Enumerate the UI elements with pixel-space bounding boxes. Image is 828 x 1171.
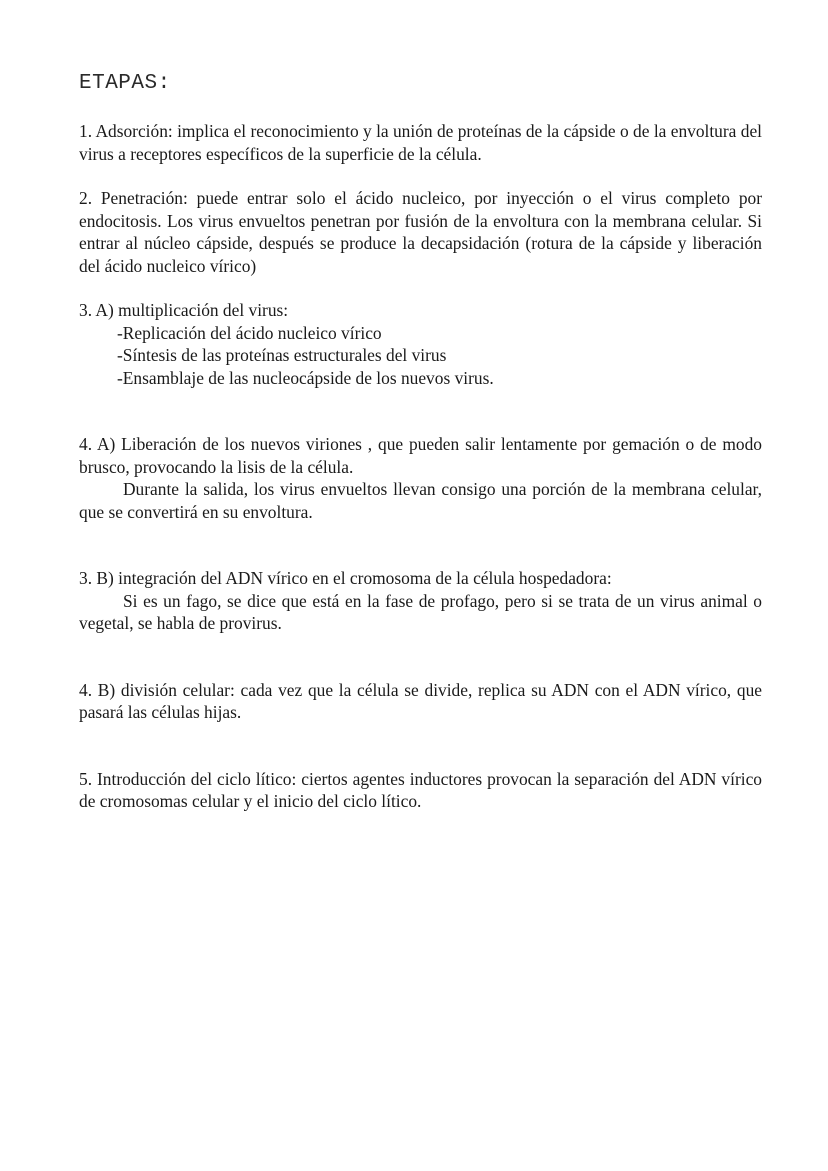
- section-integracion-detail: Si es un fago, se dice que está en la fase de profago, pero si se trata de un virus animal o vegetal, se habla de provirus.: [79, 590, 762, 633]
- section-penetracion: 2. Penetración: puede entrar solo el ácido nucleico, por inyección o el virus completo por endocitosis. Los virus envueltos penetran por fusión de la envoltura con la membrana celular. Si entrar al núcleo cápside, después se produce la decapsidación (rotura de la cápside y liberación del ácido nucleico vírico): [79, 188, 762, 276]
- section-adsorcion: 1. Adsorción: implica el reconocimiento y la unión de proteínas de la cápside o de la envoltura del virus a receptores específicos de la superficie de la célula.: [79, 121, 762, 164]
- spacer: [79, 165, 762, 187]
- section-integracion-title: 3. B) integración del ADN vírico en el cromosoma de la célula hospedadora:: [79, 568, 612, 588]
- spacer: [79, 724, 762, 768]
- section-liberacion: 4. A) Liberación de los nuevos viriones , que pueden salir lentamente por gemación o de modo brusco, provocando la lisis de la célula.: [79, 434, 762, 477]
- section-multiplicacion-title: 3. A) multiplicación del virus:: [79, 300, 289, 320]
- page-heading: ETAPAS:: [79, 72, 171, 95]
- spacer: [79, 277, 762, 299]
- document-page: [79, 70, 762, 813]
- spacer: [79, 389, 762, 433]
- section-liberacion-detail: Durante la salida, los virus envueltos llevan consigo una porción de la membrana celular, que se convertirá en su envoltura.: [79, 479, 762, 522]
- section-division: 4. B) división celular: cada vez que la célula se divide, replica su ADN con el ADN vírico, que pasará las células hijas.: [79, 679, 762, 722]
- section-induccion: 5. Introducción del ciclo lítico: ciertos agentes inductores provocan la separación del ADN vírico de cromosomas celular y el inicio del ciclo lítico.: [79, 768, 762, 811]
- multiplicacion-item: -Síntesis de las proteínas estructurales del virus: [117, 345, 447, 365]
- spacer: [79, 635, 762, 679]
- spacer: [79, 523, 762, 567]
- multiplicacion-item: -Ensamblaje de las nucleocápside de los nuevos virus.: [117, 367, 494, 388]
- multiplicacion-item: -Replicación del ácido nucleico vírico: [117, 322, 382, 343]
